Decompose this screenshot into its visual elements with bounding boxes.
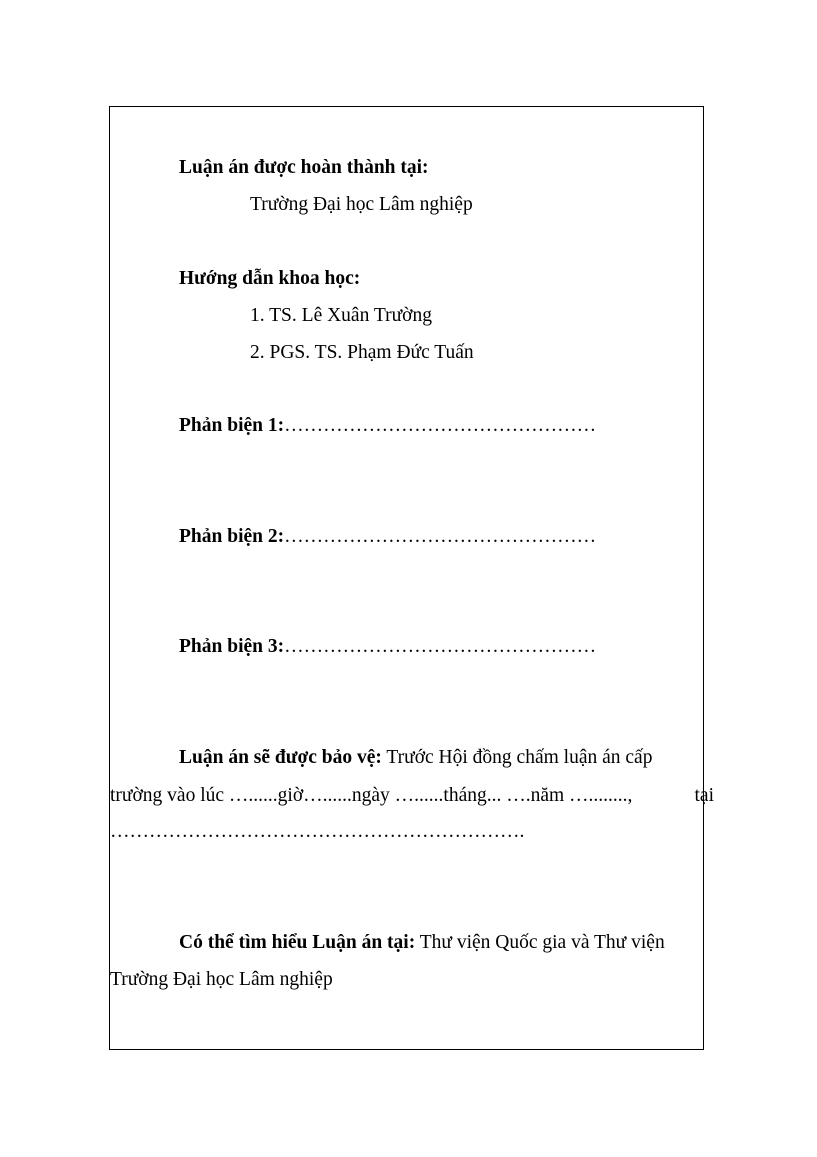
library-line-1 xyxy=(179,933,665,953)
reviewer-1-dots: ………………………………………… xyxy=(284,415,597,436)
advisor-item-1: 1. TS. Lê Xuân Trường xyxy=(250,305,432,326)
reviewer-2-label: Phản biện 2: xyxy=(179,526,285,547)
page-border xyxy=(109,106,704,1050)
defense-label: Luận án sẽ được bảo vệ: xyxy=(179,747,382,768)
completion-place: Trường Đại học Lâm nghiệp xyxy=(250,194,473,215)
defense-line-2 xyxy=(110,786,714,806)
library-line-2: Trường Đại học Lâm nghiệp xyxy=(110,969,333,990)
advisor-item-2: 2. PGS. TS. Phạm Đức Tuấn xyxy=(250,342,474,363)
reviewer-3 xyxy=(179,637,596,657)
reviewer-2 xyxy=(179,527,596,547)
library-line-1-text: Thư viện Quốc gia và Thư viện xyxy=(415,932,665,953)
reviewer-2-dots: ………………………………………… xyxy=(284,526,597,547)
defense-line-2-end: tại xyxy=(694,785,714,806)
defense-line-3: ………………………………………………………. xyxy=(110,821,525,842)
library-label: Có thể tìm hiểu Luận án tại: xyxy=(179,932,416,953)
reviewer-3-dots: ………………………………………… xyxy=(284,636,597,657)
defense-line-2-text: trường vào lúc …......giờ…......ngày …......tháng... ….năm …........, xyxy=(110,785,633,806)
defense-line-1-text: Trước Hội đồng chấm luận án cấp xyxy=(381,747,653,768)
defense-line-1 xyxy=(179,748,652,768)
reviewer-1 xyxy=(179,416,596,436)
reviewer-1-label: Phản biện 1: xyxy=(179,415,285,436)
advisors-heading: Hướng dẫn khoa học: xyxy=(179,268,361,289)
reviewer-3-label: Phản biện 3: xyxy=(179,636,285,657)
completion-heading: Luận án được hoàn thành tại: xyxy=(179,157,429,178)
